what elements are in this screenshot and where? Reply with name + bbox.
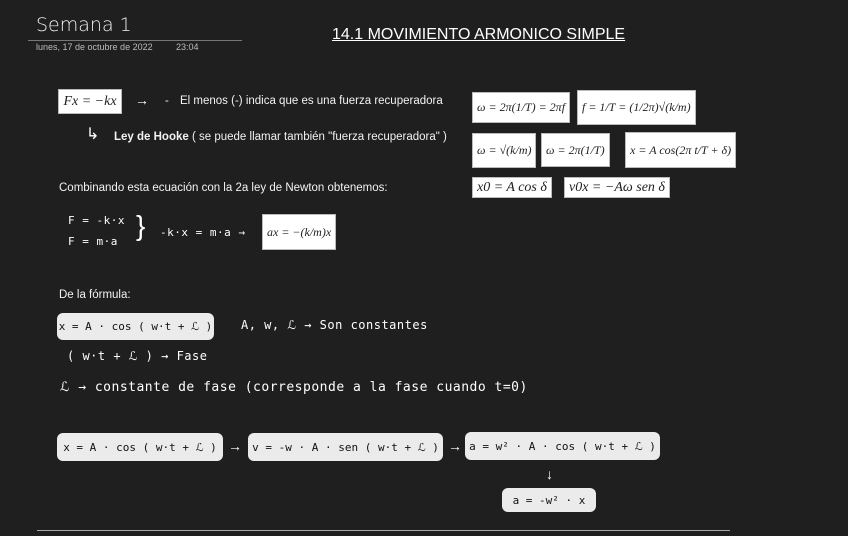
arrow-icon: →: [135, 92, 149, 108]
title-divider: [28, 40, 242, 41]
hooke-formula: Fx = −kx: [58, 89, 122, 114]
de-la-formula-label: De la fórmula:: [59, 289, 131, 301]
hand-phase-constant: ℒ → constante de fase (corresponde a la fase cuando t=0): [60, 380, 528, 395]
formula-omega-sqrt: ω = √(k/m): [472, 133, 536, 168]
arrow-icon: →: [228, 438, 242, 454]
section-title: 14.1 MOVIMIENTO ARMONICO SIMPLE: [332, 26, 626, 43]
dash: -: [165, 95, 169, 107]
formula-x0: x0 = A cos δ: [472, 177, 552, 198]
formula-v0x: v0x = −Aω sen δ: [564, 177, 670, 198]
hand-newton-result: -k·x = m·a →: [160, 226, 246, 239]
hand-fase: ( w·t + ℒ ) → Fase: [67, 349, 208, 363]
hand-chain-v: v = -w · A · sen ( w·t + ℒ ): [248, 433, 443, 461]
hand-eq-box: x = A · cos ( w·t + ℒ ): [57, 313, 214, 340]
hand-chain-a: a = w² · A · cos ( w·t + ℒ ): [465, 432, 660, 460]
hand-chain-a-final: a = -w² · x: [502, 488, 596, 512]
hooke-note: El menos (-) indica que es una fuerza recuperadora: [180, 95, 443, 107]
hand-constants: A, w, ℒ → Son constantes: [241, 318, 428, 332]
formula-frequency: f = 1/T = (1/2π)√(k/m): [577, 90, 696, 125]
arrow-icon: →: [448, 438, 462, 454]
formula-position: x = A cos(2π t/T + δ): [625, 132, 736, 168]
formula-omega-f: ω = 2π(1/T) = 2πf: [472, 92, 570, 123]
hook-arrow-icon: ↳: [86, 126, 100, 143]
down-arrow-icon: ↓: [546, 466, 553, 482]
page-header-title[interactable]: Semana 1: [36, 14, 132, 36]
hand-newton-line2: F = m·a: [68, 235, 118, 248]
hand-newton-line1: F = -k·x: [68, 214, 125, 227]
formula-ax: ax = −(k/m)x: [262, 214, 336, 250]
hand-chain-x: x = A · cos ( w·t + ℒ ): [57, 433, 223, 461]
brace: }: [136, 210, 146, 241]
hooke-law-note: ( se puede llamar también "fuerza recuperadora" ): [188, 131, 447, 143]
formula-omega-period: ω = 2π(1/T): [541, 133, 610, 167]
page-time: 23:04: [176, 42, 199, 52]
bottom-divider: [37, 530, 730, 531]
combining-text: Combinando esta ecuación con la 2a ley de Newton obtenemos:: [59, 182, 388, 194]
hooke-law-label: Ley de Hooke: [114, 131, 189, 143]
page-date: lunes, 17 de octubre de 2022: [36, 42, 153, 52]
